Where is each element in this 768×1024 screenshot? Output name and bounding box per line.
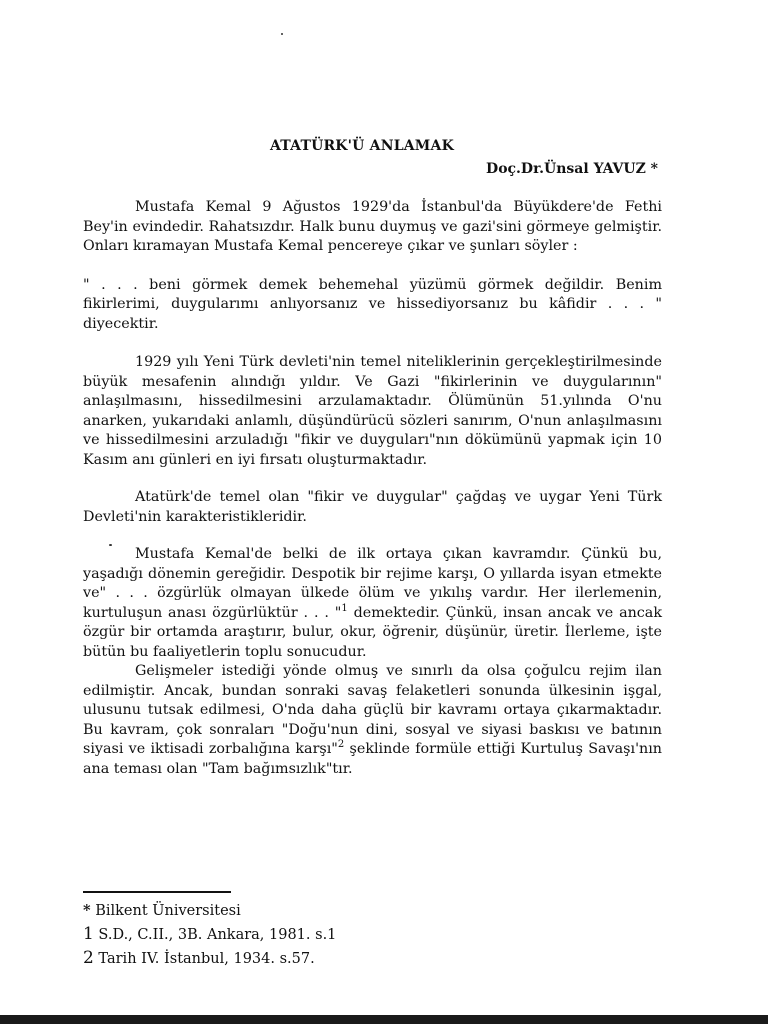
scan-speck	[281, 33, 283, 35]
paragraph-1929: 1929 yılı Yeni Türk devleti'nin temel niteliklerinin gerçekleştirilmesinde büyük mesafenin alındığı yıldır. Ve Gazi "fikirlerinin ve duygularının" anlaşılmasını, hissedilmesini arzulamaktadır. Ölümünün 51.yılında O'nu anarken, yukarıdaki anlamlı, düşündürücü sözleri sanırım, O'nun anlaşılmasını ve hissedilmesini arzuladığı "fikir ve duyguları"nın dökümünü yapmak için 10 Kasım anı günleri en iyi fırsatı oluşturmaktadır.	[83, 354, 662, 468]
author-name: Doç.Dr.Ünsal YAVUZ *	[486, 161, 658, 177]
footnote-star-text: Bilkent Üniversitesi	[90, 903, 241, 919]
scan-speck	[109, 544, 112, 546]
footnote-2-mark: 2	[83, 948, 94, 968]
footnote-1-mark: 1	[83, 924, 94, 944]
paragraph-ozgurluk	[83, 545, 662, 662]
scan-edge-bar	[0, 1015, 768, 1024]
footnote-star	[83, 899, 583, 923]
footnote-1	[83, 923, 583, 947]
paragraph-ozgurluk-text-b: demektedir. Çünkü, insan ancak ve ancak özgür bir ortamda araştırır, bulur, okur, öğrenir, düşünür, üretir. İlerleme, işte bütün bu faaliyetlerin toplu sonucudur.	[83, 604, 662, 660]
footnotes	[83, 899, 583, 971]
paragraph-fikir-duygular: Atatürk'de temel olan "fikir ve duygular" çağdaş ve uygar Yeni Türk Devleti'nin karakteristikleridir.	[83, 489, 662, 525]
paragraph-bagimsizlik	[83, 662, 662, 779]
paragraph-quote: " . . . beni görmek demek behemehal yüzümü görmek değildir. Benim fikirlerimi, duygularımı anlıyorsanız ve hissediyorsanız bu kâfidir . . . " diyecektir.	[83, 276, 662, 332]
paragraph-intro: Mustafa Kemal 9 Ağustos 1929'da İstanbul'da Büyükdere'de Fethi Bey'in evindedir. Rahatsızdır. Halk bunu duymuş ve gazi'sini görmeye gelmiştir. Onları kıramayan Mustafa Kemal pencereye çıkar ve şunları söyler :	[83, 199, 662, 254]
footnote-ref-1: 1	[341, 602, 348, 614]
article-body	[83, 198, 662, 779]
footnote-ref-2: 2	[337, 739, 345, 751]
footnote-divider	[83, 891, 231, 893]
footnote-2	[83, 947, 583, 971]
footnote-1-text: S.D., C.II., 3B. Ankara, 1981. s.1	[93, 927, 337, 943]
footnote-star-mark: *	[83, 902, 91, 919]
footnote-2-text: Tarih IV. İstanbul, 1934. s.57.	[93, 951, 315, 967]
paragraph-bagimsizlik-text-b: şeklinde formüle ettiği Kurtuluş Savaşı'nın ana teması olan "Tam bağımsızlık"tır.	[83, 741, 662, 777]
paragraph-bagimsizlik-text-a: Gelişmeler istediği yönde olmuş ve sınırlı da olsa çoğulcu rejim ilan edilmiştir. Ancak, bundan sonraki savaş felaketleri sonunda ülkesinin işgal, ulusunu tutsak edilmesi, O'nda daha güçlü bir kavramı ortaya çıkarmaktadır. Bu kavram, çok sonraları "Doğu'nun dini, sosyal ve siyasi baskısı ve batının siyasi ve iktisadi zorbalığına karşı"	[83, 663, 662, 757]
paragraph-ozgurluk-text-a: Mustafa Kemal'de belki de ilk ortaya çıkan kavramdır. Çünkü bu, yaşadığı dönemin gereğidir. Despotik bir rejime karşı, O yıllarda isyan etmekte ve" . . . özgürlük olmayan ülkede ölüm ve yıkılış vardır. Her ilerlemenin, kurtuluşun anası özgürlüktür . . . "	[83, 546, 662, 621]
article-title: ATATÜRK'Ü ANLAMAK	[270, 138, 454, 154]
